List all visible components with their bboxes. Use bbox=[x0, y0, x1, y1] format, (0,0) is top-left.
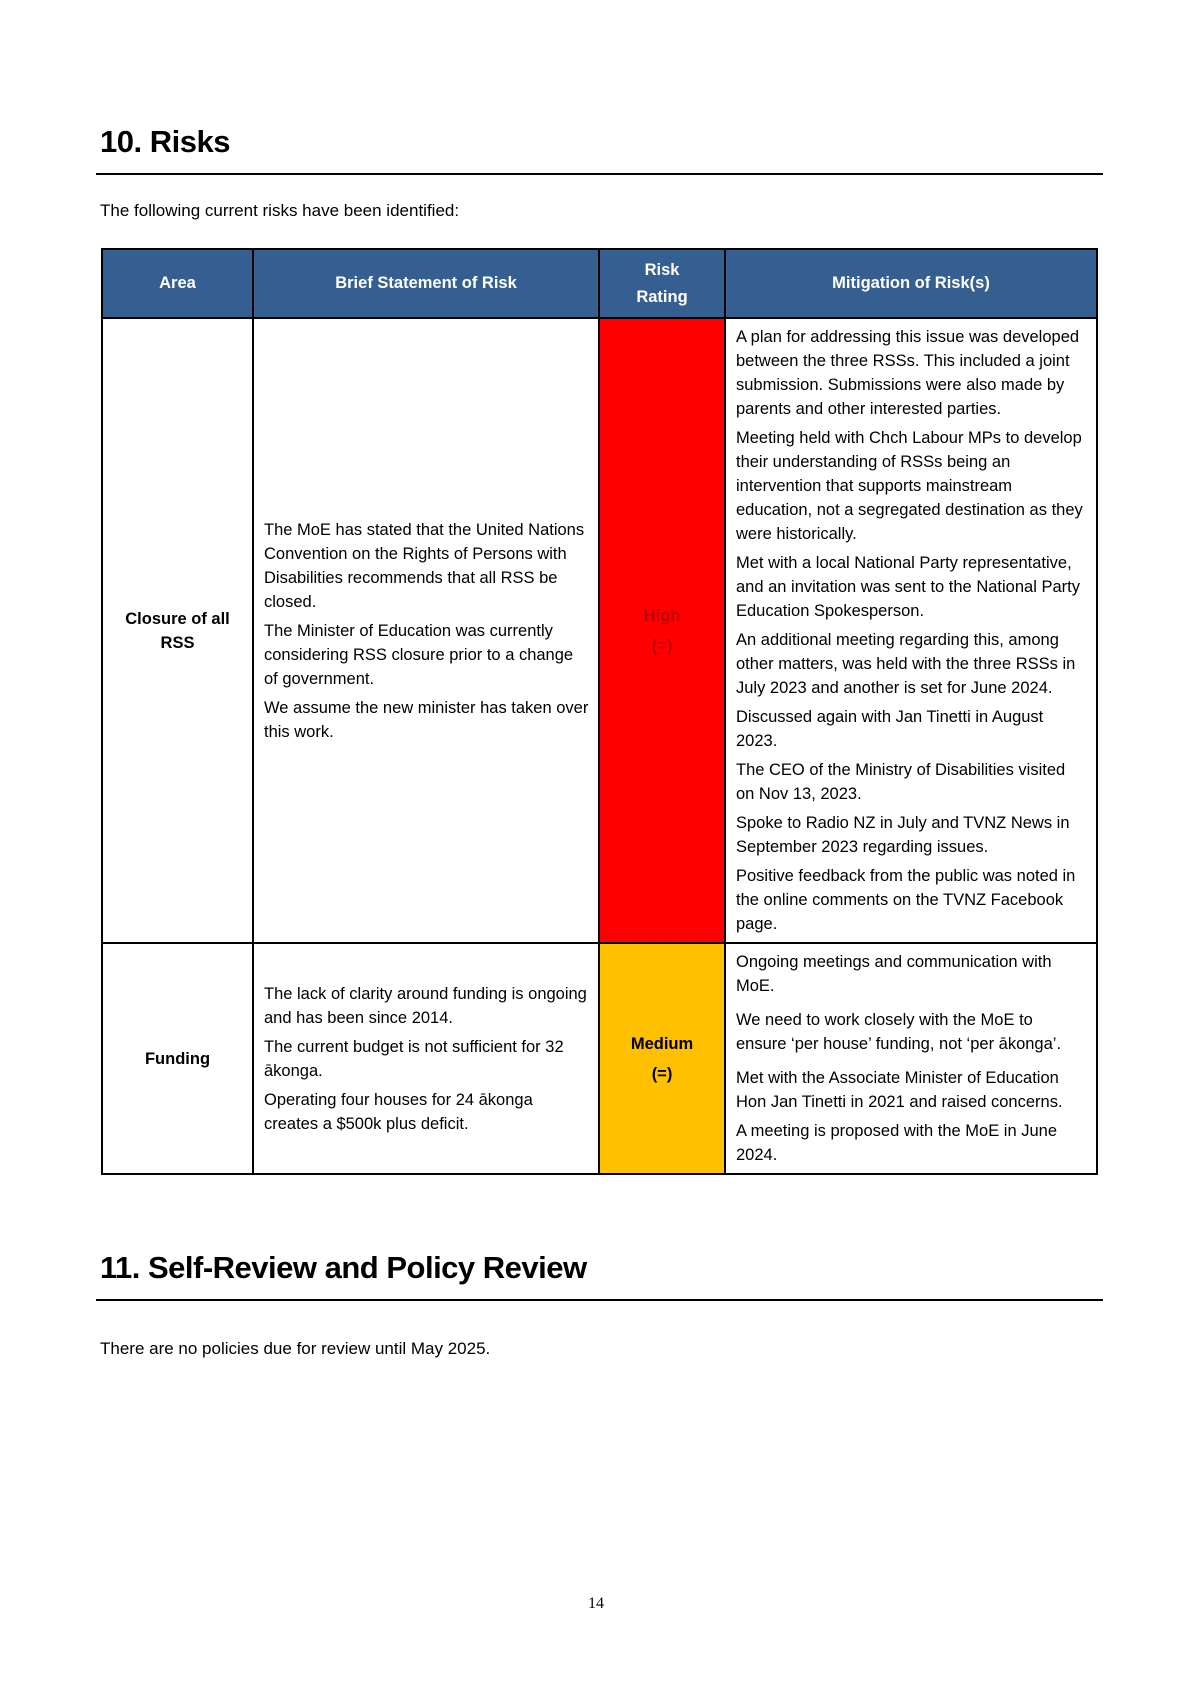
mitigation-text: Discussed again with Jan Tinetti in August 2023. bbox=[736, 708, 1044, 750]
mitigation-text: Positive feedback from the public was noted in the online comments on the TVNZ Facebook page. bbox=[736, 867, 1076, 933]
mitigation-text: Spoke to Radio NZ in July and TVNZ News in September 2023 regarding issues. bbox=[736, 814, 1070, 856]
heading-rule bbox=[96, 173, 1103, 175]
mitigation-text: Met with a local National Party representative, and an invitation was sent to the National Party Education Spokesperson. bbox=[736, 554, 1080, 620]
risk-rating: High bbox=[643, 606, 681, 625]
risks-intro: The following current risks have been identified: bbox=[100, 201, 460, 220]
mitigation-text: The CEO of the Ministry of Disabilities visited on Nov 13, 2023. bbox=[736, 761, 1066, 803]
mitigation-cell bbox=[725, 318, 1097, 943]
mitigation-text: Ongoing meetings and communication with MoE. bbox=[736, 953, 1052, 995]
mitigation-text: A meeting is proposed with the MoE in June 2024. bbox=[736, 1122, 1058, 1164]
statement-text: The MoE has stated that the United Nations Convention on the Rights of Persons with Disabilities recommends that all RSS be closed. bbox=[264, 520, 585, 611]
section-10-heading: 10. Risks bbox=[100, 124, 230, 159]
table-row bbox=[102, 318, 1097, 943]
risk-trend: (=) bbox=[651, 636, 673, 655]
statement-text: We assume the new minister has taken over this work. bbox=[264, 698, 589, 741]
mitigation-text: Meeting held with Chch Labour MPs to develop their understanding of RSSs being an intervention that supports mainstream education, not a segregated destination as they were historically. bbox=[736, 429, 1083, 543]
risk-rating-cell bbox=[599, 318, 725, 943]
area-cell: Funding bbox=[102, 943, 253, 1174]
risk-trend: (=) bbox=[651, 1064, 673, 1083]
statement-cell bbox=[253, 318, 599, 943]
mitigation-text: An additional meeting regarding this, among other matters, was held with the three RSSs in July 2023 and another is set for June 2024. bbox=[736, 631, 1076, 697]
heading-rule bbox=[96, 1299, 1103, 1301]
mitigation-text: Met with the Associate Minister of Education Hon Jan Tinetti in 2021 and raised concerns. bbox=[736, 1069, 1063, 1111]
table-header-row bbox=[102, 249, 1097, 318]
header-area: Area bbox=[102, 249, 253, 318]
statement-text: Operating four houses for 24 ākonga creates a $500k plus deficit. bbox=[264, 1090, 533, 1133]
statement-text: The Minister of Education was currently considering RSS closure prior to a change of government. bbox=[264, 621, 574, 688]
header-statement: Brief Statement of Risk bbox=[253, 249, 599, 318]
mitigation-text: A plan for addressing this issue was developed between the three RSSs. This included a joint submission. Submissions were also made by parents and other interested parties. bbox=[736, 328, 1080, 418]
risk-rating: Medium bbox=[630, 1034, 694, 1053]
area-cell: Closure of all RSS bbox=[102, 318, 253, 943]
risk-rating-cell bbox=[599, 943, 725, 1174]
risks-table bbox=[101, 248, 1098, 1175]
section-11-heading: 11. Self-Review and Policy Review bbox=[100, 1250, 587, 1285]
page-number: 14 bbox=[588, 1595, 604, 1612]
header-mitigation: Mitigation of Risk(s) bbox=[725, 249, 1097, 318]
mitigation-cell bbox=[725, 943, 1097, 1174]
header-rating: Risk Rating bbox=[599, 249, 725, 318]
policy-review-text: There are no policies due for review until May 2025. bbox=[100, 1339, 491, 1358]
statement-text: The lack of clarity around funding is ongoing and has been since 2014. bbox=[264, 984, 587, 1027]
mitigation-text: We need to work closely with the MoE to ensure ‘per house’ funding, not ‘per ākonga’. bbox=[736, 1011, 1062, 1053]
statement-cell bbox=[253, 943, 599, 1174]
table-row bbox=[102, 943, 1097, 1174]
statement-text: The current budget is not sufficient for 32 ākonga. bbox=[264, 1037, 564, 1080]
